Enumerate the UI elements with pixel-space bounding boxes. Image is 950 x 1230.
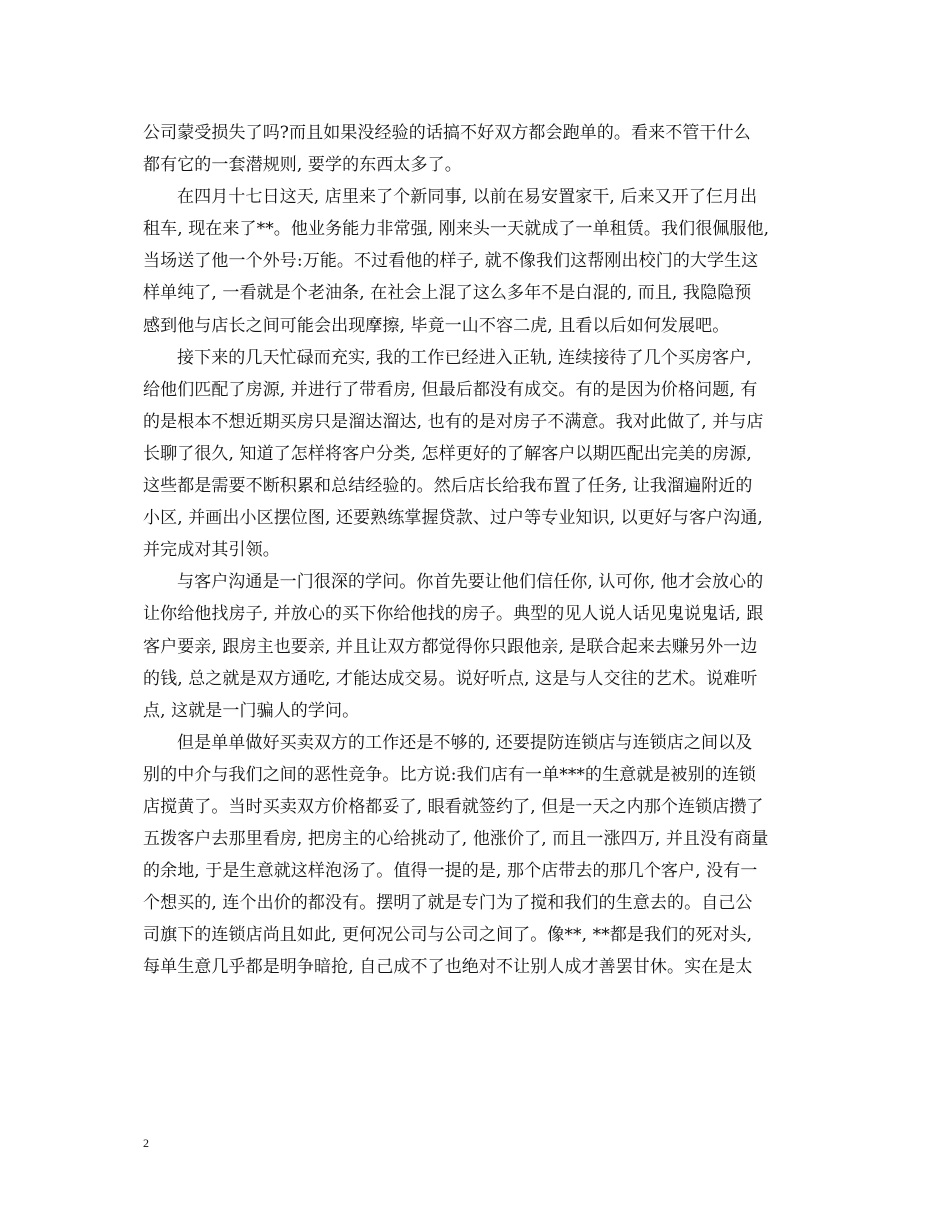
page-number: 2: [143, 1136, 149, 1150]
paragraph-first-line: 但是单单做好买卖双方的工作还是不够的, 还要提防连锁店与连锁店之间以及: [177, 732, 753, 753]
text-line: 司旗下的连锁店尚且如此, 更何况公司与公司之间了。像**, **都是我们的死对头,: [143, 925, 753, 946]
text-line: 小区, 并画出小区摆位图, 还要熟练掌握贷款、过户等专业知识, 以更好与客户沟通,: [143, 508, 763, 529]
text-line: 感到他与店长之间可能会出现摩擦, 毕竟一山不容二虎, 且看以后如何发展吧。: [143, 315, 730, 336]
text-line: 都有它的一套潜规则, 要学的东西太多了。: [143, 155, 462, 176]
text-line: 给他们匹配了房源, 并进行了带看房, 但最后都没有成交。有的是因为价格问题, 有: [143, 379, 758, 400]
text-line: 店搅黄了。当时买卖双方价格都妥了, 眼看就签约了, 但是一天之内那个连锁店攒了: [143, 796, 764, 817]
text-line: 别的中介与我们之间的恶性竞争。比方说:我们店有一单***的生意就是被别的连锁: [143, 764, 757, 785]
text-line: 个想买的, 连个出价的都没有。摆明了就是专门为了搅和我们的生意去的。自己公: [143, 893, 753, 914]
text-line: 每单生意几乎都是明争暗抢, 自己成不了也绝对不让别人成才善罢甘休。实在是太: [143, 957, 753, 978]
body-text: [143, 117, 813, 984]
text-line: 的钱, 总之就是双方通吃, 才能达成交易。说好听点, 这是与人交往的艺术。说难听: [143, 668, 758, 689]
text-line: 客户要亲, 跟房主也要亲, 并且让双方都觉得你只跟他亲, 是联合起来去赚另外一边: [143, 636, 758, 657]
text-line: 的余地, 于是生意就这样泡汤了。值得一提的是, 那个店带去的那几个客户, 没有一: [143, 861, 758, 882]
paragraph-first-line: 接下来的几天忙碌而充实, 我的工作已经进入正轨, 连续接待了几个买房客户,: [177, 347, 752, 368]
text-line: 公司蒙受损失了吗?而且如果没经验的话搞不好双方都会跑单的。看来不管干什么: [143, 123, 751, 143]
text-line: 当场送了他一个外号:万能。不过看他的样子, 就不像我们这帮刚出校门的大学生这: [143, 251, 759, 272]
paragraph-first-line: 与客户沟通是一门很深的学问。你首先要让他们信任你, 认可你, 他才会放心的: [177, 572, 764, 593]
text-line: 租车, 现在来了**。他业务能力非常强, 刚来头一天就成了一单租赁。我们很佩服他,: [143, 219, 770, 240]
text-line: 并完成对其引领。: [143, 540, 280, 561]
text-line: 让你给他找房子, 并放心的买下你给他找的房子。典型的见人说人话见鬼说鬼话, 跟: [143, 604, 764, 625]
text-line: 长聊了很久, 知道了怎样将客户分类, 怎样更好的了解客户以期匹配出完美的房源,: [143, 443, 752, 464]
paragraph-first-line: 在四月十七日这天, 店里来了个新同事, 以前在易安置家干, 后来又开了仨月出: [177, 187, 758, 208]
text-line: 点, 这就是一门骗人的学问。: [143, 700, 360, 721]
text-line: 这些都是需要不断积累和总结经验的。然后店长给我布置了任务, 让我溜遍附近的: [143, 476, 753, 497]
text-line: 样单纯了, 一看就是个老油条, 在社会上混了这么多年不是白混的, 而且, 我隐隐预: [143, 283, 752, 304]
text-line: 五拨客户去那里看房, 把房主的心给挑动了, 他涨价了, 而且一涨四万, 并且没有商量: [143, 829, 769, 850]
text-line: 的是根本不想近期买房只是溜达溜达, 也有的是对房子不满意。我对此做了, 并与店: [143, 411, 764, 432]
